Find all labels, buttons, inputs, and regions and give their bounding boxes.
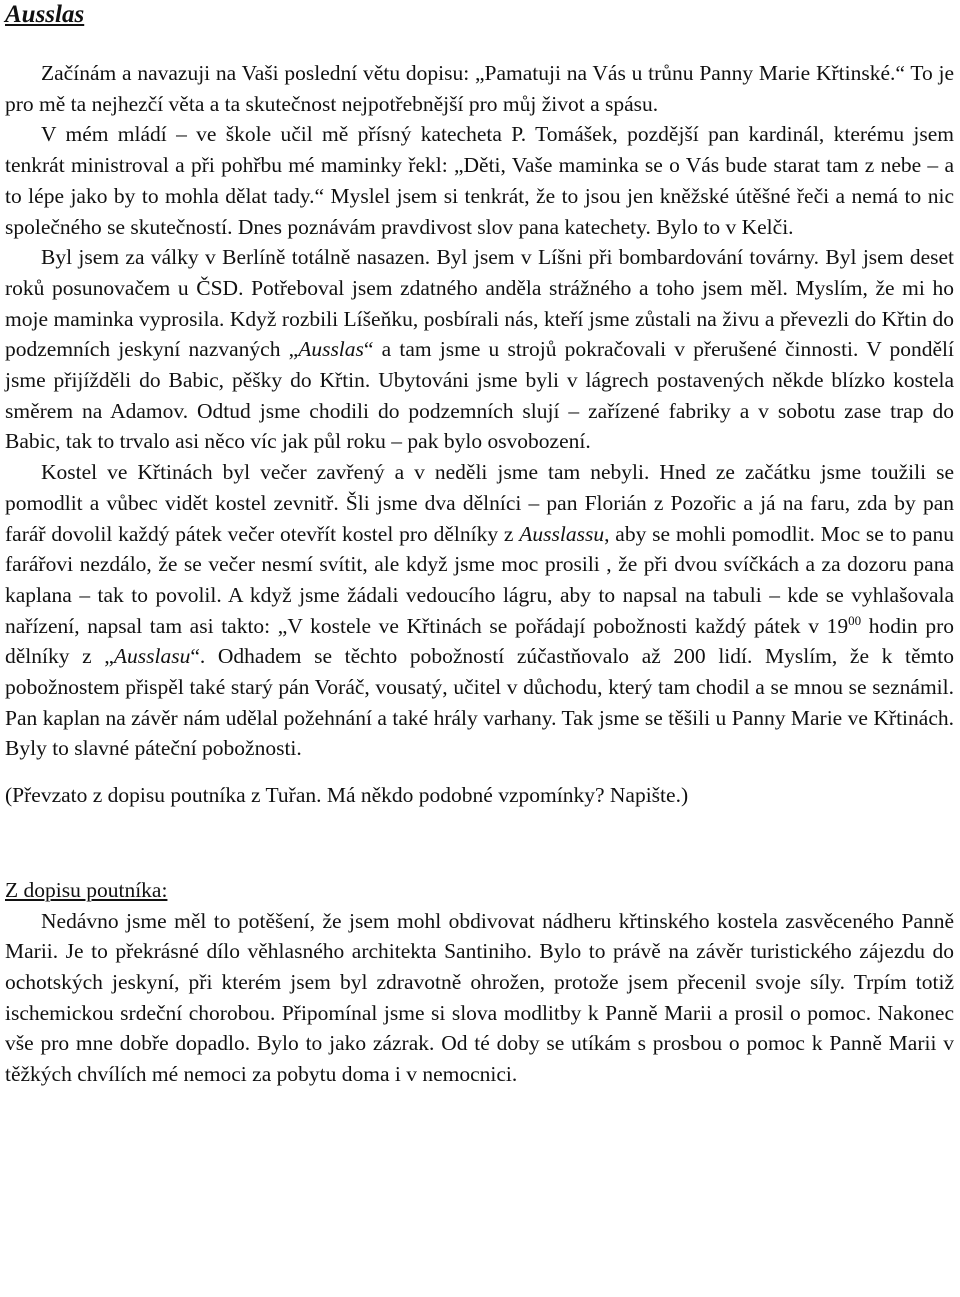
paragraph-opening: Začínám a navazuji na Vaši poslední větu dopisu: „Pamatuji na Vás u trůnu Panny Marie Křtinské.“ To je pro mě ta nejhezčí věta a ta skutečnost nejpotřebnější pro můj život a spásu. [5,61,954,116]
text-run: , aby se mohli pomodlit. Moc se to panu farářovi nezdálo, že se večer nesmí svítit, ale když jsme moc prosili , že při dvou svíčkách a za dozoru pana kaplana – tak to povolil. A když jsme žádali vedoucího lágru, aby to napsal na tabuli – kde se vyhlašovala nařízení, napsal tam asi takto: „V kostele ve Křtinách se pořádají pobožnosti každý pátek v 19 [5,521,954,638]
italic-term: Ausslassu [519,521,605,546]
italic-term: Ausslasu [113,644,191,669]
text-run: hodin pro dělníky z „ [5,613,954,669]
paragraph-pilgrim-letter: Nedávno jsme měl to potěšení, že jsem mohl obdivovat nádheru křtinského kostela zasvěceného Panně Marii. Je to překrásné dílo věhlasného architekta Santiniho. Bylo to právě na závěr turistického zájezdu do ochotských jeskyní, při kterém jsem byl zdravotně ohrožen, protože jsem přecenil svoje síly. Trpím totiž ischemickou srdeční chorobou. Připomínal jsme si slova modlitby k Panně Marii a prosil o pomoc. Nakonec vše pro mne dobře dopadlo. Bylo to jako zázrak. Od té doby se utíkám s prosbou o pomoc k Panně Marii v těžkých chvílích mé nemoci za pobytu doma i v nemocnici. [5,908,954,1087]
text-run: V mém mládí – ve škole učil mě přísný katecheta P. Tomášek, pozdější pan kardinál, kterému jsem tenkrát ministroval a při pohřbu mé maminky řekl: „Děti, Vaše maminka se o Vás bude starat tam z nebe – a to lépe jako by to mohla dělat tady.“ Myslel jsem si tenkrát, že to jsou jen kněžské útěšné řeči a nemá to nic společného se skutečností. Dnes poznávám pravdivost slov pana katechety. Bylo to v Kelči. [5,122,954,239]
spacer [5,36,954,58]
text-run: “ a tam jsme u strojů pokračovali v přerušené činnosti. V pondělí jsme přijížděli do Babic, pěšky do Křtin. Ubytováni jsme byli v lágrech postavených někde blízko kostela směrem na Adamov. Odtud jsme chodili do podzemních slují – zařízené fabriky a v sobotu zase trap do Babic, tak to trvalo asi něco víc jak půl roku – pak bylo osvobození. [5,337,954,454]
text-run: Byl jsem za války v Berlíně totálně nasazen. Byl jsem v Líšni při bombardování továrny. Byl jsem deset roků posunovačem u ČSD. Potřeboval jsem zdatného anděla strážného a toho jsem měl. Myslím, že mi ho moje maminka vyprosila. Když rozbili Líšeňku, posbírali nás, kteří jsme zůstali na živu a převezli do Křtin do podzemních jeskyní nazvaných „ [5,245,954,362]
paragraph-church [5,457,954,764]
source-note: (Převzato z dopisu poutníka z Tuřan. Má někdo podobné vzpomínky? Napište.) [5,783,689,808]
paragraph-catechist [5,119,954,242]
spacer [5,811,954,875]
paragraph-war [5,242,954,457]
page-title: Ausslas [5,1,85,28]
text-run: “. Odhadem se těchto pobožností zúčastňovalo až 200 lidí. Myslím, že k těmto pobožnostem přispěl také starý pán Voráč, vousatý, učitel v důchodu, který tam chodil a se mnou se seznámil. Pan kaplan na závěr nám udělal požehnání a také hrály varhany. Tak jsme se těšili u Panny Marie ve Křtinách. Byly to slavné páteční pobožnosti. [5,644,954,761]
superscript-minutes: 00 [848,612,862,628]
italic-term: Ausslas [298,337,364,362]
text-run: Kostel ve Křtinách byl večer zavřený a v neděli jsme tam nebyli. Hned ze začátku jsme toužili se pomodlit a vůbec vidět kostel zevnitř. Šli jsme dva dělníci – pan Florián z Pozořic a já na faru, zda by pan farář dovolil každý pátek večer otevřít kostel pro dělníky z [5,460,954,546]
section-heading: Z dopisu poutníka: [5,877,168,902]
